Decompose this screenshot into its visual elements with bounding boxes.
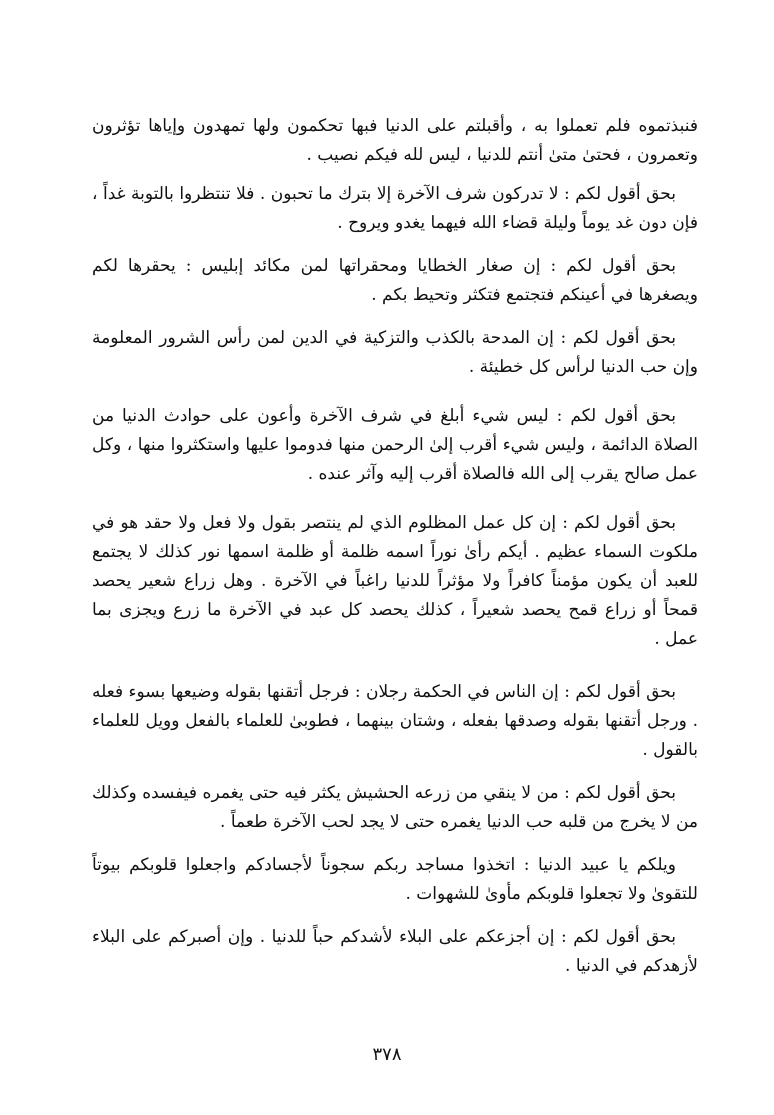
page-number: ٣٧٨ bbox=[372, 1044, 402, 1065]
paragraph-5: بحق أقول لكم : ليس شيء أبلغ في شرف الآخرة وأعون على حوادث الدنيا من الصلاة الدائمة ، وليس شيء أقرب إلىٰ الرحمن منها فدوموا عليها واستكثروا منها ، وكل عمل صالح يقرب إلى الله فالصلاة أقرب إليه وآثر عنده . bbox=[92, 406, 698, 484]
page-body bbox=[92, 112, 698, 981]
paragraph-4: بحق أقول لكم : إن المدحة بالكذب والتزكية في الدين لمن رأس الشرور المعلومة وإن حب الدنيا لرأس كل خطيئة . bbox=[92, 328, 698, 377]
paragraph-10: بحق أقول لكم : إن أجزعكم على البلاء لأشدكم حباً للدنيا . وإن أصبركم على البلاء لأزهدكم في الدنيا . bbox=[92, 927, 698, 976]
paragraph-1: فنبذتموه فلم تعملوا به ، وأقبلتم على الدنيا فبها تحكمون ولها تمهدون وإياها تؤثرون وتعمرون ، فحتىٰ متىٰ أنتم للدنيا ، ليس لله فيكم نصيب . bbox=[92, 116, 698, 165]
paragraph-8: بحق أقول لكم : من لا ينقي من زرعه الحشيش يكثر فيه حتى يغمره فيفسده وكذلك من لا يخرج من قلبه حب الدنيا يغمره حتى لا يجد لحب الآخرة طعماً . bbox=[92, 783, 698, 832]
paragraph-2: بحق أقول لكم : لا تدركون شرف الآخرة إلا بترك ما تحبون . فلا تنتظروا بالتوبة غداً ، فإن دون غد يوماً وليلة قضاء الله فيهما يغدو ويروح . bbox=[92, 184, 698, 233]
paragraph-9: ويلكم يا عبيد الدنيا : اتخذوا مساجد ربكم سجوناً لأجسادكم واجعلوا قلوبكم بيوتاً للتقوىٰ ولا تجعلوا قلوبكم مأوىٰ للشهوات . bbox=[92, 855, 698, 904]
paragraph-3: بحق أقول لكم : إن صغار الخطايا ومحقراتها لمن مكائد إبليس : يحقرها لكم ويصغرها في أعينكم فتجتمع فتكثر وتحيط بكم . bbox=[92, 256, 698, 305]
paragraph-6: بحق أقول لكم : إن كل عمل المظلوم الذي لم ينتصر بقول ولا فعل ولا حقد هو في ملكوت السماء عظيم . أيكم رأىٰ نوراً اسمه ظلمة أو ظلمة اسمها نور كذلك لا يجتمع للعبد أن يكون مؤمناً كافراً ولا مؤثراً للدنيا راغباً في الآخرة . وهل زراع شعير يحصد قمحاً أو زراع قمح يحصد شعيراً ، كذلك يحصد كل عبد في الآخرة ما زرع ويجزى بما عمل . bbox=[92, 513, 698, 649]
paragraph-7: بحق أقول لكم : إن الناس في الحكمة رجلان : فرجل أتقنها بقوله وضيعها بسوء فعله . ورجل أتقنها بقوله وصدقها بفعله ، وشتان بينهما ، فطوبىٰ للعلماء بالفعل وويل للعلماء بالقول . bbox=[92, 682, 698, 760]
